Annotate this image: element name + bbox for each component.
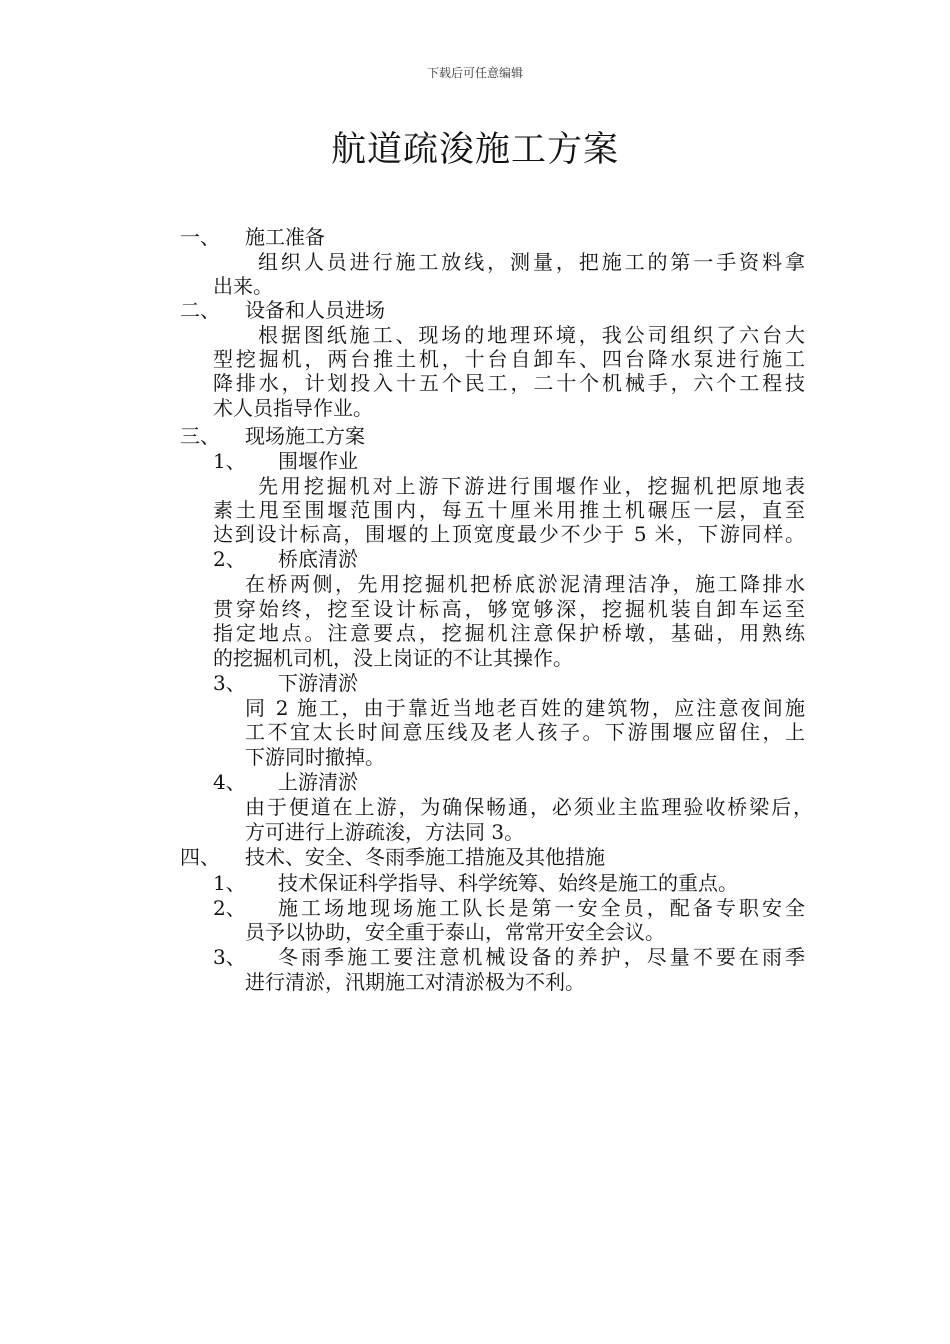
subsection-1-para-line: 先用挖掘机对上游下游进行围堰作业，挖掘机把原地表 (258, 474, 805, 498)
section-2-heading: 设备和人员进场 (245, 298, 385, 322)
section-4-number: 四、 (180, 845, 220, 869)
section-1-heading: 施工准备 (245, 225, 325, 249)
measure-3-line: 冬雨季施工要注意机械设备的养护，尽量不要在雨季 (278, 945, 805, 969)
header-note: 下载后可任意编辑 (426, 66, 523, 80)
subsection-4-para-line: 由于便道在上游，为确保畅通，必须业主监理验收桥梁后， (245, 795, 813, 819)
subsection-4-para-line: 方可进行上游疏浚，方法同 3。 (245, 820, 525, 844)
section-4-heading: 技术、安全、冬雨季施工措施及其他措施 (245, 845, 605, 869)
section-2-number: 二、 (180, 298, 220, 322)
measure-2-line: 施工场地现场施工队长是第一安全员，配备专职安全 (278, 896, 805, 920)
section-2-para-line: 型挖掘机，两台推土机，十台自卸车、四台降水泵进行施工 (213, 347, 805, 371)
section-1-para-line: 组织人员进行施工放线，测量，把施工的第一手资料拿 (258, 250, 805, 274)
subsection-3-para-line: 工不宜太长时间意压线及老人孩子。下游围堰应留住，上 (245, 720, 805, 744)
subsection-3-para-line: 同 2 施工，由于靠近当地老百姓的建筑物，应注意夜间施 (245, 696, 805, 720)
subsection-3-heading: 下游清淤 (278, 671, 358, 695)
subsection-1-number: 1、 (213, 449, 246, 473)
subsection-1-para-line: 达到设计标高，围堰的上顶宽度最少不少于 5 米，下游同样。 (213, 522, 805, 546)
subsection-2-para-line: 的挖掘机司机，没上岗证的不让其操作。 (213, 646, 573, 670)
section-2-para-line: 术人员指导作业。 (213, 396, 373, 420)
section-3-heading: 现场施工方案 (245, 424, 365, 448)
subsection-4-heading: 上游清淤 (278, 770, 358, 794)
subsection-2-para-line: 贯穿始终，挖至设计标高，够宽够深，挖掘机装自卸车运至 (213, 597, 805, 621)
measure-1-number: 1、 (213, 871, 246, 895)
subsection-2-heading: 桥底清淤 (278, 547, 358, 571)
measure-1-line: 技术保证科学指导、科学统筹、始终是施工的重点。 (278, 871, 738, 895)
subsection-3-para-line: 下游同时撤掉。 (245, 745, 385, 769)
section-3-number: 三、 (180, 424, 220, 448)
subsection-2-para-line: 在桥两侧，先用挖掘机把桥底淤泥清理洁净，施工降排水 (245, 572, 805, 596)
section-2-para-line: 降排水，计划投入十五个民工，二十个机械手，六个工程技 (213, 371, 805, 395)
subsection-2-para-line: 指定地点。注意要点，挖掘机注意保护桥墩，基础，用熟练 (213, 621, 805, 645)
subsection-2-number: 2、 (213, 547, 246, 571)
subsection-1-heading: 围堰作业 (278, 449, 358, 473)
section-1-number: 一、 (180, 225, 220, 249)
subsection-1-para-line: 素土甩至围堰范围内，每五十厘米用推土机碾压一层，直至 (213, 498, 805, 522)
section-2-para-line: 根据图纸施工、现场的地理环境，我公司组织了六台大 (258, 323, 805, 347)
document-title: 航道疏浚施工方案 (330, 130, 619, 170)
measure-2-line: 员予以协助，安全重于泰山，常常开安全会议。 (245, 920, 665, 944)
measure-3-line: 进行清淤，汛期施工对清淤极为不利。 (245, 970, 585, 994)
subsection-4-number: 4、 (213, 770, 246, 794)
subsection-3-number: 3、 (213, 671, 246, 695)
section-1-para-line: 出来。 (213, 274, 273, 298)
measure-3-number: 3、 (213, 945, 246, 969)
measure-2-number: 2、 (213, 896, 246, 920)
